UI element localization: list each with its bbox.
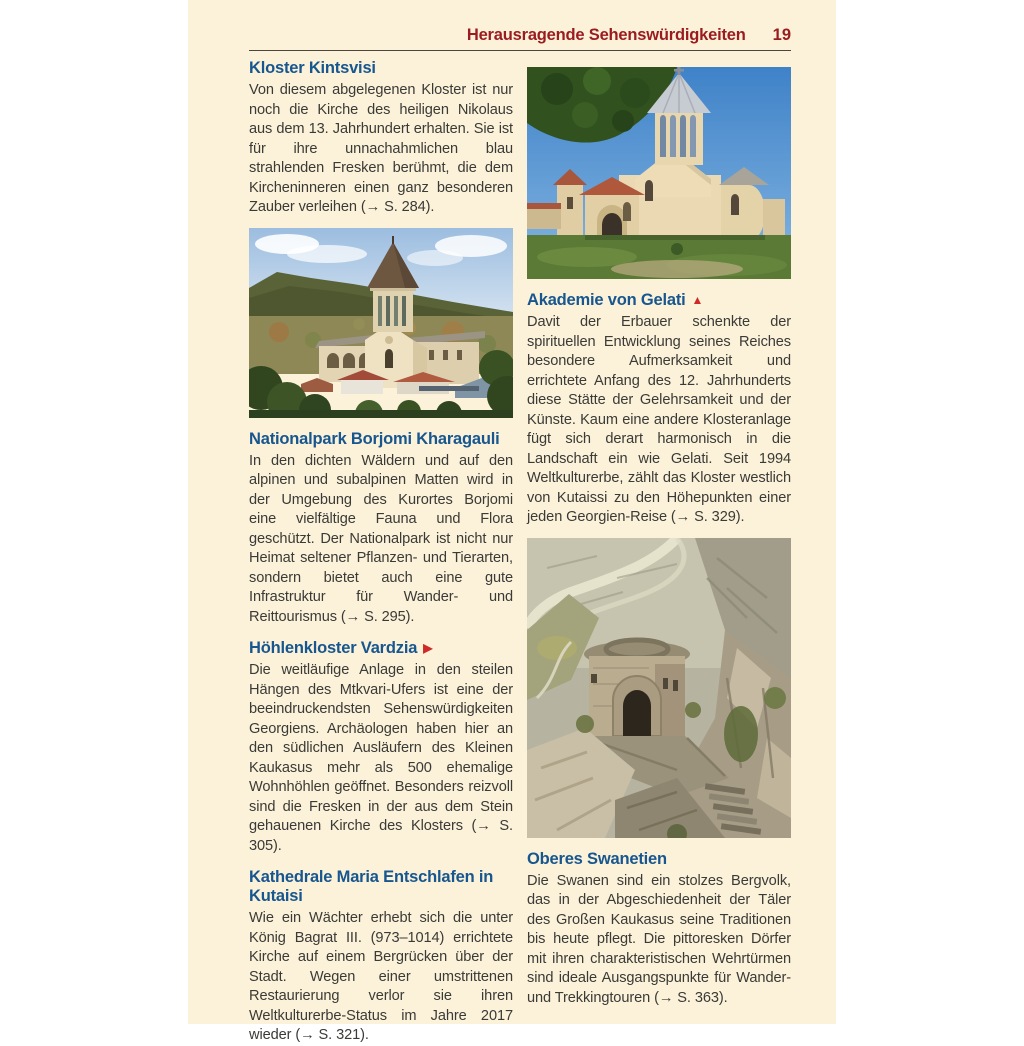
right-column	[527, 57, 791, 1046]
guidebook-page	[188, 0, 836, 1043]
running-head: Herausragende Sehenswürdigkeiten	[466, 26, 746, 44]
section-body-borjomi: In den dichten Wäldern und auf den alpinen und subalpinen Matten wird in der Umgebung des Kurortes Borjomi eine vielfältige Fauna und Flora geschützt. Der Nationalpark ist nicht nur Heimat seltener Pflanzen- und Tierarten, sondern bietet auch eine gute Infrastruktur für Wander- und Reittourismus (→ S. 295).	[249, 452, 513, 625]
photo-gelati-monastery	[527, 67, 791, 279]
section-title-text: Kathedrale Maria Entschlafen in Kutaisi	[249, 868, 494, 905]
page-header	[249, 26, 791, 51]
section-title-text: Kloster Kintsvisi	[249, 59, 376, 77]
section-title-swanetien	[527, 850, 791, 869]
section-hoehlenkloster-vardzia	[249, 639, 513, 856]
red-triangle-up-icon: ▲	[691, 293, 704, 307]
section-title-text: Höhlenkloster Vardzia	[249, 639, 418, 657]
section-title-gelati	[527, 291, 791, 310]
section-akademie-gelati	[527, 291, 791, 528]
section-kathedrale-kutaisi	[249, 868, 513, 1046]
section-title-borjomi	[249, 430, 513, 449]
photo-svetitskhoveli-cathedral	[249, 228, 513, 418]
left-column	[249, 57, 513, 1046]
photo-illustration-cathedral-mountains	[249, 228, 513, 418]
section-title-kutaisi	[249, 868, 513, 906]
page-number: 19	[772, 26, 791, 44]
section-oberes-swanetien	[527, 850, 791, 1009]
photo-vardzia-cave-monastery	[527, 538, 791, 838]
section-title-kintsvisi	[249, 59, 513, 78]
section-body-vardzia: Die weitläufige Anlage in den steilen Hängen des Mtkvari-Ufers ist eine der beeindruckendsten Sehenswürdigkeiten Georgiens. Archäologen haben hier an den südlichen Ausläufern des Kleinen Kaukasus mehr als 500 ehemalige Wohnhöhlen geöffnet. Besonders reizvoll sind die Fresken in der aus dem Stein gehauenen Kirche des Klosters (→ S. 305).	[249, 662, 513, 854]
section-nationalpark-borjomi	[249, 430, 513, 628]
section-title-text: Akademie von Gelati	[527, 291, 686, 309]
section-body-gelati: Davit der Erbauer schenkte der spirituellen Entwicklung seines Reiches besondere Aufmerksamkeit und errichtete Anfang des 12. Jahrhunderts diese Stätte der Gelehrsamkeit und der Künste. Kaum eine andere Klosteranlage fügt sich derart harmonisch in die Landschaft ein wie Gelati. Seit 1994 Weltkulturerbe, zählt das Kloster westlich von Kutaissi zu den Höhepunkten einer jeden Georgien-Reise (→ S. 329).	[527, 314, 791, 525]
section-body-kutaisi: Wie ein Wächter erhebt sich die unter König Bagrat III. (973–1014) errichtete Kirche auf einem Bergrücken über der Stadt. Wegen einer umstrittenen Restaurierung verlor sie ihren Weltkulturerbe-Status im Jahre 2017 wieder (→ S. 321).	[249, 910, 513, 1043]
red-triangle-right-icon: ▶	[423, 641, 433, 655]
section-body-swanetien: Die Swanen sind ein stolzes Bergvolk, das in der Abgeschiedenheit der Täler des Großen Kaukasus seine Traditionen bis heute pflegt. Die pittoresken Dörfer mit ihren charakteristischen Wehrtürmen sind ideale Ausgangspunkte für Wander- und Trekkingtouren (→ S. 363).	[527, 872, 791, 1006]
two-column-layout	[249, 57, 791, 1046]
section-title-text: Oberes Swanetien	[527, 849, 667, 868]
section-title-text: Nationalpark Borjomi Kharagauli	[249, 429, 500, 448]
section-body-kintsvisi: Von diesem abgelegenen Kloster ist nur noch die Kirche des heiligen Nikolaus aus dem 13. Jahrhundert erhalten. Sie ist für ihre unnachahmlichen blau strahlenden Fresken berühmt, die dem Kircheninneren einen ganz besonderen Zauber verleihen (→ S. 284).	[249, 82, 513, 215]
photo-illustration-gelati-church	[527, 67, 791, 279]
photo-illustration-vardzia-chapel-valley	[527, 538, 791, 838]
section-title-vardzia	[249, 639, 513, 658]
section-kloster-kintsvisi	[249, 59, 513, 218]
